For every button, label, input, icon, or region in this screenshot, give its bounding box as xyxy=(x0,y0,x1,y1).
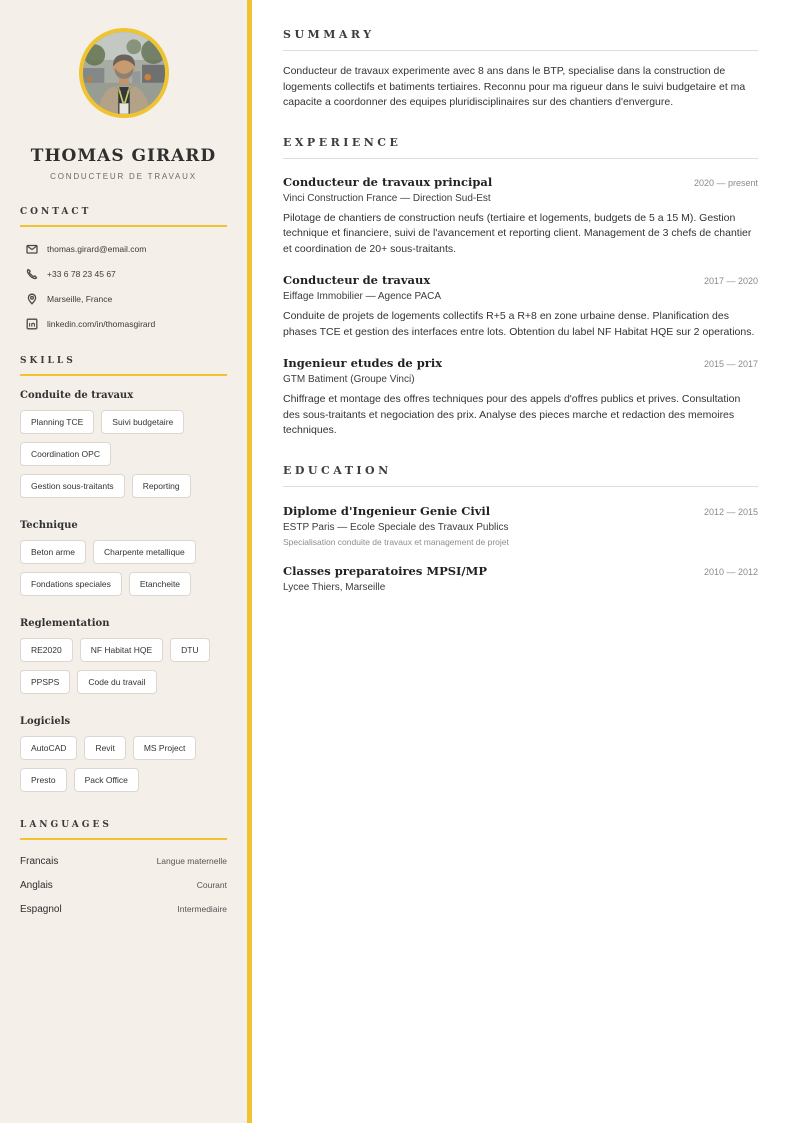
skill-category-conduite xyxy=(20,390,227,506)
degree-title: Diplome d'Ingenieur Genie Civil xyxy=(283,503,491,518)
contact-row-email xyxy=(20,243,227,255)
degree-dates: 2012 — 2015 xyxy=(703,506,758,517)
skill-chip: Charpente metallique xyxy=(93,540,196,564)
experience-entry-head xyxy=(283,273,758,287)
skill-chip: AutoCAD xyxy=(20,736,77,760)
sidebar xyxy=(0,0,252,1123)
experience-entry-head xyxy=(283,356,758,370)
skill-chip: Presto xyxy=(20,768,67,792)
skill-category-label: Technique xyxy=(20,520,78,531)
school-name: ESTP Paris — Ecole Speciale des Travaux Publics xyxy=(283,521,509,533)
language-row xyxy=(20,880,227,891)
candidate-name: THOMAS GIRARD xyxy=(30,146,217,166)
contact-row-location xyxy=(20,293,227,305)
skill-chip: MS Project xyxy=(133,736,197,760)
skill-chip: Beton arme xyxy=(20,540,86,564)
profile-photo xyxy=(79,28,169,118)
experience-entry xyxy=(283,273,758,340)
language-level: Intermediaire xyxy=(177,904,227,914)
job-description: Pilotage de chantiers de construction neufs (tertiaire et logements, budgets de 5 a 15 M). Gestion technique et financiere, suivi de l'avancement et reporting client. Management de 3 chefs de chantier et coordination de 20+ sous-traitants. xyxy=(283,211,752,255)
languages-list xyxy=(20,856,227,915)
skill-chip: Gestion sous-traitants xyxy=(20,474,125,498)
degree-dates: 2010 — 2012 xyxy=(703,566,758,577)
education-entry xyxy=(283,504,758,547)
job-dates: 2017 — 2020 xyxy=(703,276,758,287)
education-entry-head xyxy=(283,504,758,518)
contact-list xyxy=(20,243,227,330)
languages-heading: LANGUAGES xyxy=(20,820,227,840)
skill-chip: PPSPS xyxy=(20,670,70,694)
skill-chip: Fondations speciales xyxy=(20,572,122,596)
language-name: Anglais xyxy=(20,880,53,891)
language-row xyxy=(20,904,227,915)
email-icon xyxy=(26,243,38,255)
profile-photo-illustration xyxy=(83,32,165,114)
summary-text: Conducteur de travaux experimente avec 8 ans dans le BTP, specialise dans la construction de logements collectifs et batiments tertiaires. Reconnu pour ma rigueur dans le suivi budgetaire et ma capacite a coordonner des equipes pluridisciplinaires sur des chantiers d'envergure. xyxy=(283,65,746,109)
experience-heading: EXPERIENCE xyxy=(283,136,758,159)
skill-category-label: Reglementation xyxy=(20,618,110,629)
job-description: Conduite de projets de logements collectifs R+5 a R+8 en zone urbaine dense. Planification des phases TCE et gestion des interfaces entre lots. Obtention du label NF Habitat HQE sur 2 operations. xyxy=(283,310,755,338)
job-title: Conducteur de travaux principal xyxy=(283,174,493,189)
education-heading: EDUCATION xyxy=(283,464,758,487)
education-entry-head xyxy=(283,564,758,578)
experience-entry xyxy=(283,356,758,439)
skill-category-label: Conduite de travaux xyxy=(20,390,134,401)
degree-title: Classes preparatoires MPSI/MP xyxy=(283,563,487,578)
language-row xyxy=(20,856,227,867)
skill-chip: Planning TCE xyxy=(20,410,94,434)
job-company: GTM Batiment (Groupe Vinci) xyxy=(283,374,415,386)
skill-chip: NF Habitat HQE xyxy=(80,638,163,662)
education-section xyxy=(283,464,758,593)
summary-section xyxy=(283,28,758,111)
language-name: Espagnol xyxy=(20,904,62,915)
job-dates: 2020 — present xyxy=(693,177,758,188)
skill-chip-group xyxy=(20,638,227,702)
language-level: Langue maternelle xyxy=(156,856,227,866)
phone-icon xyxy=(26,268,38,280)
skill-chip: DTU xyxy=(170,638,209,662)
skill-category-label: Logiciels xyxy=(20,716,71,727)
skill-chip: Pack Office xyxy=(74,768,139,792)
skill-chip: Revit xyxy=(84,736,125,760)
skill-chip: Code du travail xyxy=(77,670,156,694)
contact-location: Marseille, France xyxy=(47,294,113,304)
contact-email[interactable]: thomas.girard@email.com xyxy=(47,244,147,254)
location-icon xyxy=(26,293,38,305)
contact-row-linkedin xyxy=(20,318,227,330)
experience-entry xyxy=(283,175,758,258)
job-title: Conducteur de travaux xyxy=(283,273,431,288)
linkedin-icon xyxy=(26,318,38,330)
job-description: Chiffrage et montage des offres techniques pour des appels d'offres publics et prives. Consultation des sous-traitants et negociation des prix. Analyse des pieces marche et redaction des memoires techniques. xyxy=(283,393,741,437)
skill-chip: RE2020 xyxy=(20,638,73,662)
skill-chip-group xyxy=(20,410,227,506)
skill-chip: Coordination OPC xyxy=(20,442,111,466)
skill-chip-group xyxy=(20,736,227,800)
contact-heading: CONTACT xyxy=(20,207,227,227)
job-title: Ingenieur etudes de prix xyxy=(283,356,443,371)
education-entry xyxy=(283,564,758,593)
language-name: Francais xyxy=(20,856,59,867)
job-company: Vinci Construction France — Direction Sud-Est xyxy=(283,192,491,204)
job-dates: 2015 — 2017 xyxy=(703,359,758,370)
summary-heading: SUMMARY xyxy=(283,28,758,51)
degree-note: Specialisation conduite de travaux et management de projet xyxy=(283,536,509,547)
job-company: Eiffage Immobilier — Agence PACA xyxy=(283,291,442,303)
skill-category-reglementation xyxy=(20,618,227,702)
school-name: Lycee Thiers, Marseille xyxy=(283,581,386,593)
skills-heading: SKILLS xyxy=(20,356,227,376)
language-level: Courant xyxy=(196,880,227,890)
contact-row-phone xyxy=(20,268,227,280)
contact-linkedin[interactable]: linkedin.com/in/thomasgirard xyxy=(47,319,156,329)
experience-entry-head xyxy=(283,175,758,189)
skill-chip: Etancheite xyxy=(129,572,191,596)
skill-chip-group xyxy=(20,540,227,604)
candidate-role: CONDUCTEUR DE TRAVAUX xyxy=(50,172,197,181)
skill-chip: Reporting xyxy=(132,474,191,498)
skill-category-logiciels xyxy=(20,716,227,800)
contact-phone: +33 6 78 23 45 67 xyxy=(47,269,116,279)
main-content xyxy=(257,0,794,1123)
skill-chip: Suivi budgetaire xyxy=(101,410,184,434)
skill-category-technique xyxy=(20,520,227,604)
experience-section xyxy=(283,136,758,439)
